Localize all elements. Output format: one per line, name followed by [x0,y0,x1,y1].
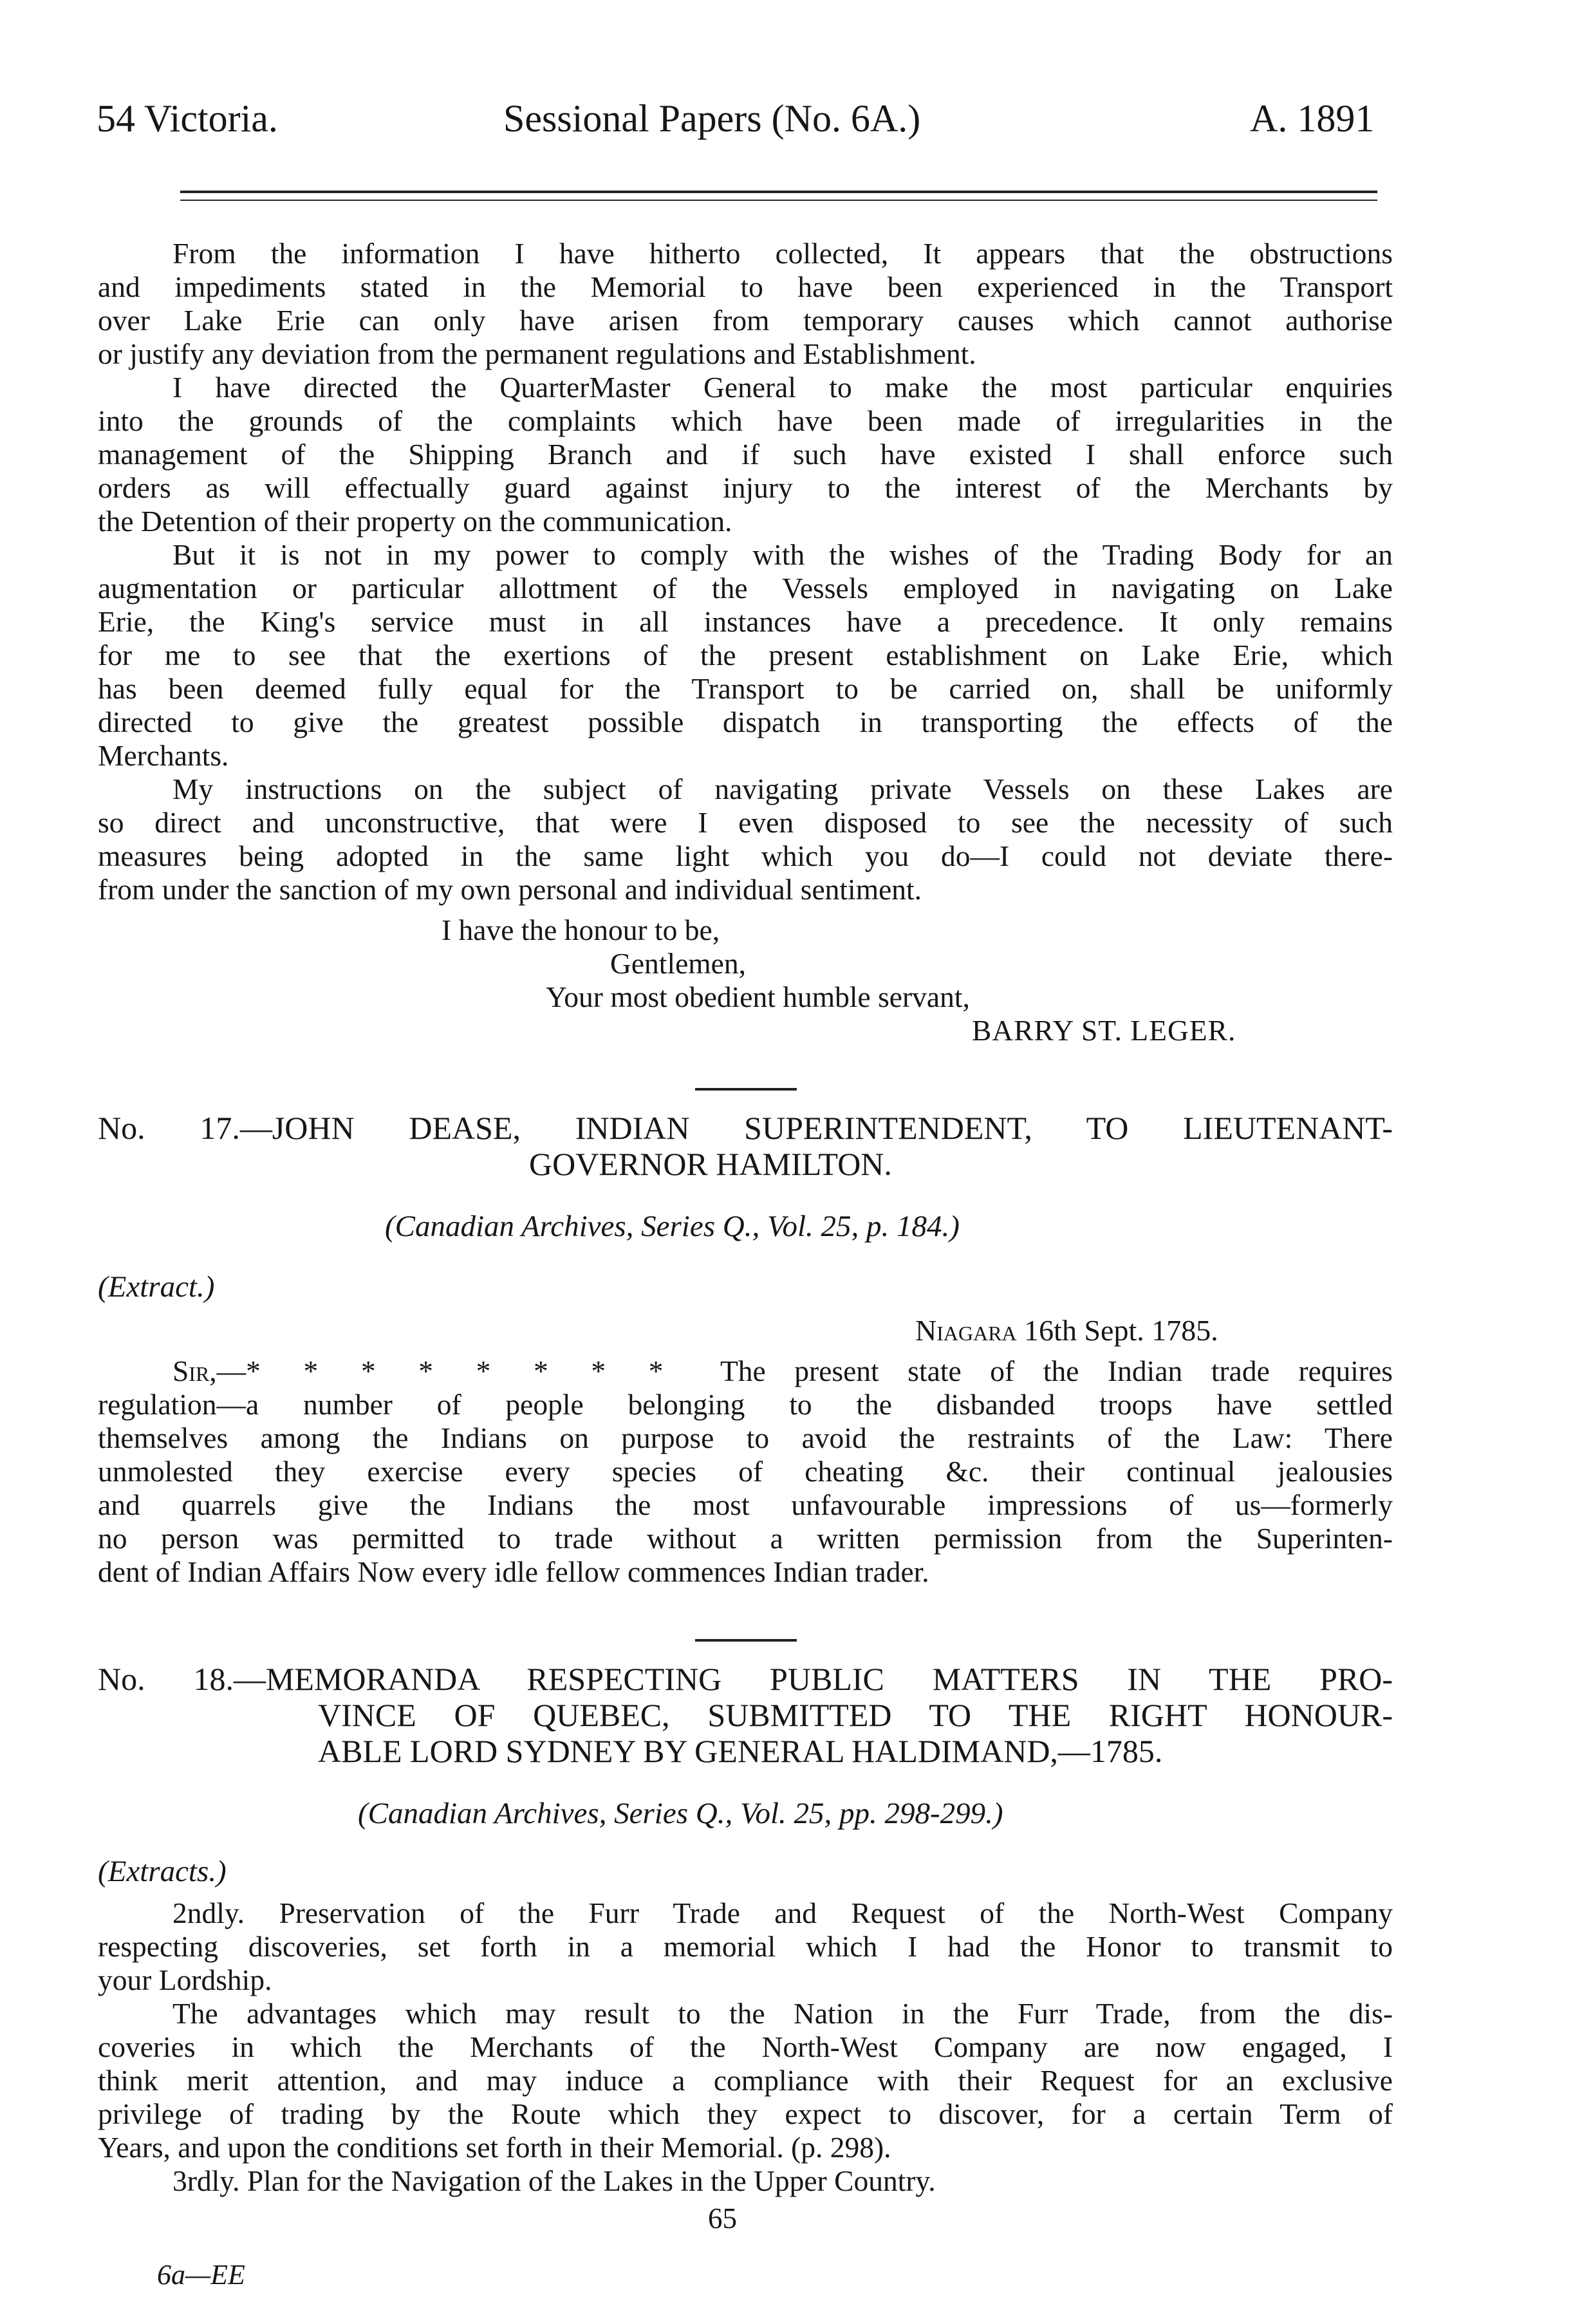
text-line: 2ndly. Preservation of the Furr Trade and Request of the North-West Company [172,1897,1393,1929]
archive-citation: (Canadian Archives, Series Q., Vol. 25, pp. 298-299.) [358,1797,1003,1830]
header-rule-top [180,191,1377,193]
text-line: respecting discoveries, set forth in a memorial which I had the Honor to transmit to [98,1930,1393,1963]
text-line: themselves among the Indians on purpose to avoid the restraints of the Law: There [98,1421,1393,1454]
signature: BARRY ST. LEGER. [972,1014,1236,1047]
header-rule-bottom [180,200,1377,201]
document-heading: VINCE OF QUEBEC, SUBMITTED TO THE RIGHT HONOUR- [318,1697,1393,1733]
text-line: your Lordship. [98,1963,272,1996]
running-head-center: Sessional Papers (No. 6A.) [503,97,921,140]
text-line: management of the Shipping Branch and if such have existed I shall enforce such [98,438,1393,471]
salutation: Sir,—* * * * * * * * [172,1354,664,1387]
text-line: Years, and upon the conditions set forth in their Memorial. (p. 298). [98,2131,891,2164]
text-line: or justify any deviation from the permanent regulations and Establishment. [98,337,976,370]
text-line: into the grounds of the complaints which have been made of irregularities in the [98,404,1393,437]
document-heading: GOVERNOR HAMILTON. [529,1146,892,1182]
text-line: has been deemed fully equal for the Transport to be carried on, shall be uniformly [98,672,1393,705]
text-line: no person was permitted to trade without a written permission from the Superinten- [98,1522,1393,1555]
text-line: measures being adopted in the same light which you do—I could not deviate there- [98,839,1393,872]
text-line: coveries in which the Merchants of the North-West Company are now engaged, I [98,2030,1393,2063]
text-line: The advantages which may result to the Nation in the Furr Trade, from the dis- [172,1997,1393,2030]
text-line: the Detention of their property on the communication. [98,505,732,538]
running-head-right: A. 1891 [1250,97,1375,140]
text-line: so direct and unconstructive, that were I even disposed to see the necessity of such [98,806,1393,839]
text-line: 3rdly. Plan for the Navigation of the Lakes in the Upper Country. [172,2164,936,2197]
closing-salutation: Gentlemen, [610,947,746,980]
dateline [915,1313,1218,1347]
text-line: directed to give the greatest possible dispatch in transporting the effects of the [98,706,1393,738]
section-separator [695,1088,797,1091]
section-separator [695,1639,797,1642]
text-line: dent of Indian Affairs Now every idle fellow commences Indian trader. [98,1555,929,1588]
text-line: orders as will effectually guard against injury to the interest of the Merchants by [98,471,1393,504]
document-heading: No. 18.—MEMORANDA RESPECTING PUBLIC MATTERS IN THE PRO- [98,1661,1393,1697]
extract-label: (Extract.) [98,1270,215,1304]
text-line: unmolested they exercise every species of cheating &c. their continual jealousies [98,1455,1393,1488]
signature-mark: 6a—EE [157,2259,245,2291]
dateline-date: 16th Sept. 1785. [1024,1314,1218,1347]
text-line: over Lake Erie can only have arisen from temporary causes which cannot authorise [98,304,1393,337]
extract-label: (Extracts.) [98,1855,227,1888]
page-number: 65 [708,2202,737,2235]
text-line: from under the sanction of my own personal and individual sentiment. [98,873,922,906]
text-line: Erie, the King's service must in all instances have a precedence. It only remains [98,605,1393,638]
text-line: From the information I have hitherto collected, It appears that the obstructions [172,237,1393,270]
text-line [172,1354,1393,1388]
text-line: and impediments stated in the Memorial to have been experienced in the Transport [98,270,1393,303]
text-line: for me to see that the exertions of the present establishment on Lake Erie, which [98,639,1393,671]
dateline-place: Niagara [915,1314,1017,1347]
text-line-continuation: The present state of the Indian trade requires [720,1354,1393,1387]
archive-citation: (Canadian Archives, Series Q., Vol. 25, p. 184.) [385,1210,960,1243]
text-line: regulation—a number of people belonging to the disbanded troops have settled [98,1388,1393,1421]
document-heading: No. 17.—JOHN DEASE, INDIAN SUPERINTENDENT, TO LIEUTENANT- [98,1110,1393,1146]
text-line: My instructions on the subject of navigating private Vessels on these Lakes are [172,773,1393,805]
text-line: Merchants. [98,739,229,772]
text-line: But it is not in my power to comply with the wishes of the Trading Body for an [172,538,1393,571]
running-head-left: 54 Victoria. [97,97,278,140]
document-heading: ABLE LORD SYDNEY BY GENERAL HALDIMAND,—1785. [318,1733,1163,1769]
text-line: I have directed the QuarterMaster General to make the most particular enquiries [172,371,1393,404]
text-line: think merit attention, and may induce a compliance with their Request for an exclusive [98,2064,1393,2097]
text-line: augmentation or particular allottment of the Vessels employed in navigating on Lake [98,572,1393,604]
closing-line: I have the honour to be, [442,914,720,946]
text-line: and quarrels give the Indians the most unfavourable impressions of us—formerly [98,1488,1393,1521]
text-line: privilege of trading by the Route which they expect to discover, for a certain Term of [98,2097,1393,2130]
closing-line: Your most obedient humble servant, [546,980,970,1013]
